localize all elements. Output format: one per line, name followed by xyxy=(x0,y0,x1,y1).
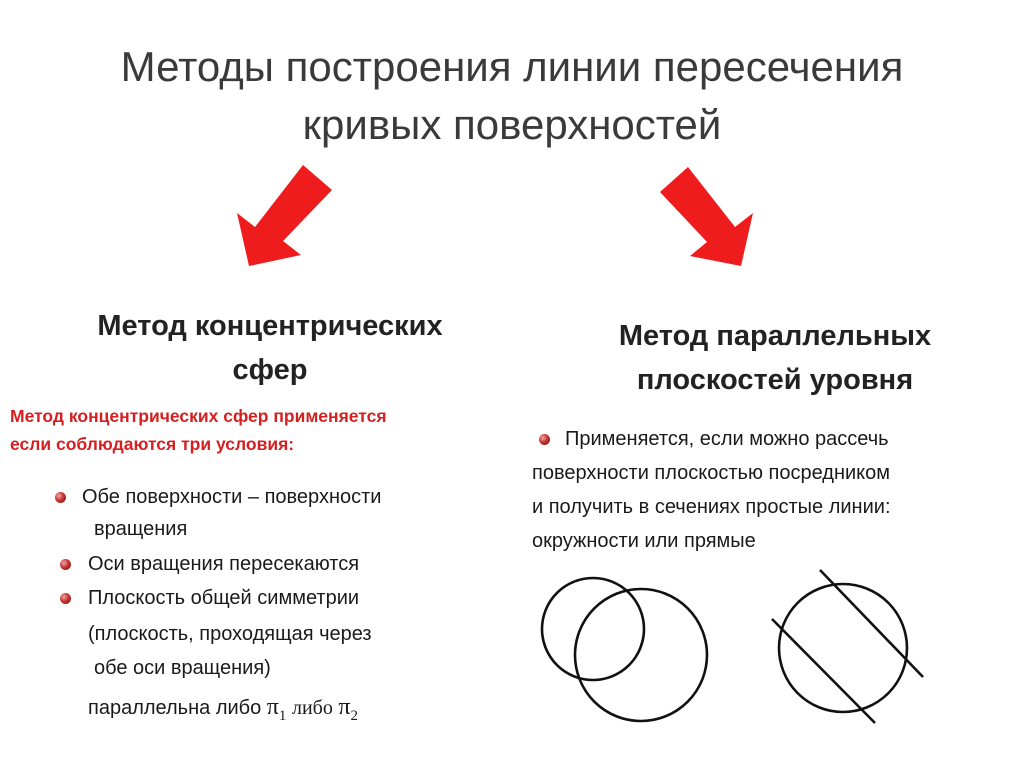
small-circle xyxy=(542,578,644,680)
two-circles-figure xyxy=(542,578,707,721)
list-item-2-line-1: Оси вращения пересекаются xyxy=(88,553,360,575)
list-item-3-line-1: Плоскость общей симметрии xyxy=(88,587,360,609)
list-item-1-line-2: вращения xyxy=(94,518,188,540)
cutting-line-2 xyxy=(772,619,875,723)
right-heading-line-2: плоскостей уровня xyxy=(636,364,914,396)
right-para-line-2: поверхности плоскостью посредником xyxy=(532,462,891,484)
cutting-line-1 xyxy=(820,570,923,677)
circle-with-lines-figure xyxy=(772,570,923,723)
right-para-line-4: окружности или прямые xyxy=(532,530,756,552)
right-para-line-3: и получить в сечениях простые линии: xyxy=(532,496,891,518)
list-item-3-line-3: обе оси вращения) xyxy=(94,657,271,679)
either-word: либо xyxy=(291,697,333,719)
right-para-line-1: Применяется, если можно рассечь xyxy=(565,428,889,450)
note-line-2: если соблюдаются три условия: xyxy=(10,434,295,454)
parallel-text: параллельна либо xyxy=(88,697,262,719)
title-line-1: Методы построения линии пересечения xyxy=(120,43,904,90)
title-line-2: кривых поверхностей xyxy=(302,101,722,148)
pi-2-symbol: $\pi_2$ xyxy=(338,694,359,724)
list-item-3-line-2: (плоскость, проходящая через xyxy=(88,623,372,645)
list-item-1-line-1: Обе поверхности – поверхности xyxy=(82,486,382,508)
pi-1-symbol: $\pi_1$ xyxy=(266,694,287,724)
cut-circle xyxy=(779,584,907,712)
left-heading-line-1: Метод концентрических xyxy=(97,310,443,342)
note-line-1: Метод концентрических сфер применяется xyxy=(10,406,387,426)
left-heading-line-2: сфер xyxy=(232,354,308,386)
right-heading-line-1: Метод параллельных xyxy=(618,320,932,352)
